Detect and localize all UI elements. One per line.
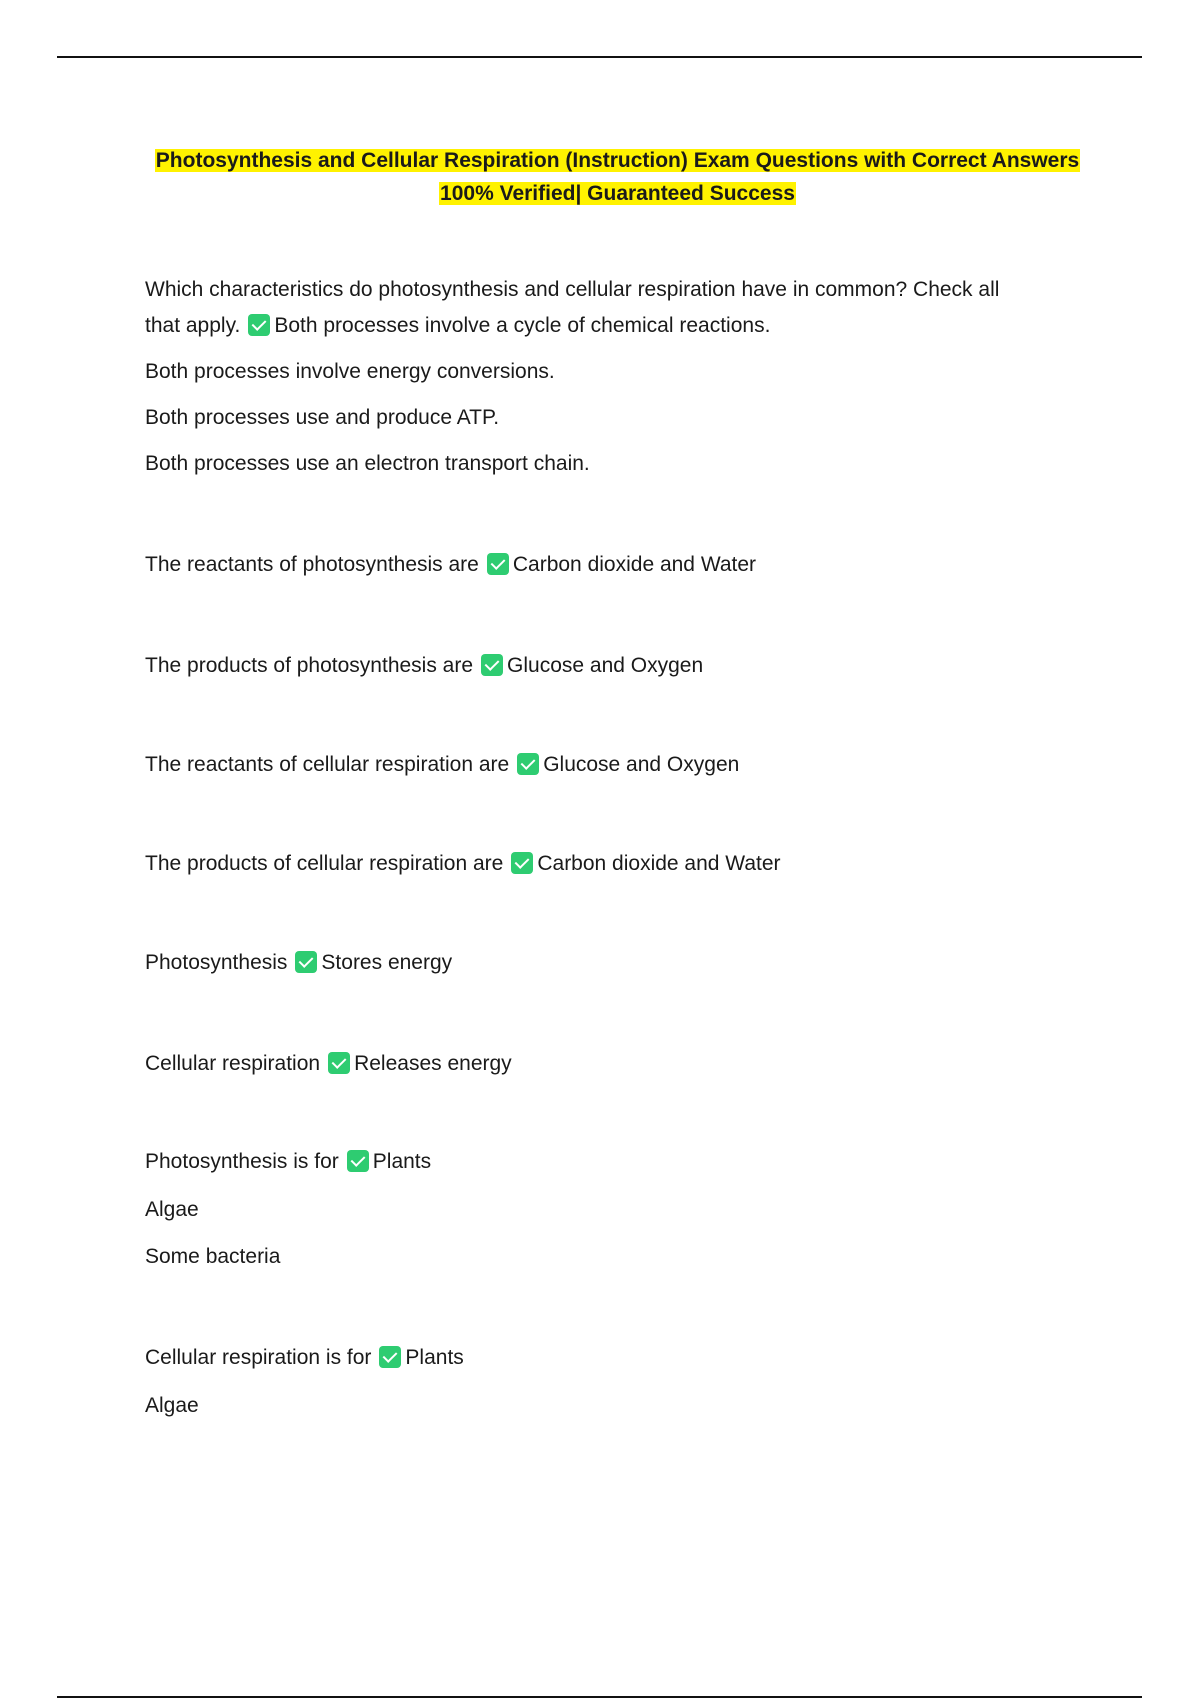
check-icon — [248, 314, 270, 336]
question-9-extra-1: Algae — [145, 1394, 199, 1417]
check-icon — [379, 1346, 401, 1368]
check-icon — [517, 753, 539, 775]
question-4 — [145, 747, 739, 783]
question-4-answer: Glucose and Oxygen — [543, 753, 740, 776]
title-line-1: Photosynthesis and Cellular Respiration (Instruction) Exam Questions with Correct Answers — [155, 149, 1080, 172]
document-title — [80, 144, 1155, 210]
question-1-answer: Both processes involve a cycle of chemical reactions. — [274, 314, 771, 337]
question-4-prompt: The reactants of cellular respiration are — [145, 753, 510, 776]
question-5-prompt: The products of cellular respiration are — [145, 852, 504, 875]
question-1-prompt: Which characteristics do photosynthesis and cellular respiration have in common? Check all that apply. Both processes involve a cycle of chemical reactions. — [145, 278, 1000, 337]
question-9 — [145, 1340, 464, 1423]
check-icon — [487, 553, 509, 575]
question-1-extra-2: Both processes use and produce ATP. — [145, 406, 500, 429]
question-3-answer: Glucose and Oxygen — [507, 654, 704, 677]
question-6-answer: Stores energy — [321, 951, 453, 974]
question-3 — [145, 648, 703, 684]
check-icon — [511, 852, 533, 874]
question-8-extra-1: Algae — [145, 1198, 199, 1221]
header-rule — [57, 56, 1142, 58]
question-6 — [145, 945, 452, 981]
question-1 — [145, 272, 999, 481]
question-7 — [145, 1046, 512, 1082]
title-line-2: 100% Verified| Guaranteed Success — [440, 182, 795, 205]
question-9-answer: Plants — [405, 1346, 464, 1369]
question-2 — [145, 547, 756, 583]
question-8-answer: Plants — [372, 1150, 432, 1173]
question-1-extra-1: Both processes involve energy conversions. — [145, 360, 555, 383]
question-7-prompt: Cellular respiration — [145, 1052, 321, 1075]
check-icon — [481, 654, 503, 676]
question-2-prompt: The reactants of photosynthesis are — [145, 553, 479, 576]
question-8-extra-2: Some bacteria — [145, 1245, 281, 1268]
question-8-prompt: Photosynthesis is for Plants — [145, 1150, 432, 1173]
question-8 — [145, 1144, 431, 1274]
question-2-answer: Carbon dioxide and Water — [512, 553, 757, 576]
question-7-answer: Releases energy — [354, 1052, 512, 1075]
question-9-prompt: Cellular respiration is for Plants — [145, 1346, 464, 1369]
question-1-extra-3: Both processes use an electron transport chain. — [145, 452, 590, 475]
question-6-prompt: Photosynthesis — [145, 951, 288, 974]
check-icon — [295, 951, 317, 973]
footer-rule — [57, 1696, 1142, 1698]
question-5-answer: Carbon dioxide and Water — [537, 852, 781, 875]
check-icon — [328, 1052, 350, 1074]
check-icon — [347, 1150, 369, 1172]
question-3-prompt: The products of photosynthesis are — [145, 654, 474, 677]
question-5 — [145, 846, 781, 882]
